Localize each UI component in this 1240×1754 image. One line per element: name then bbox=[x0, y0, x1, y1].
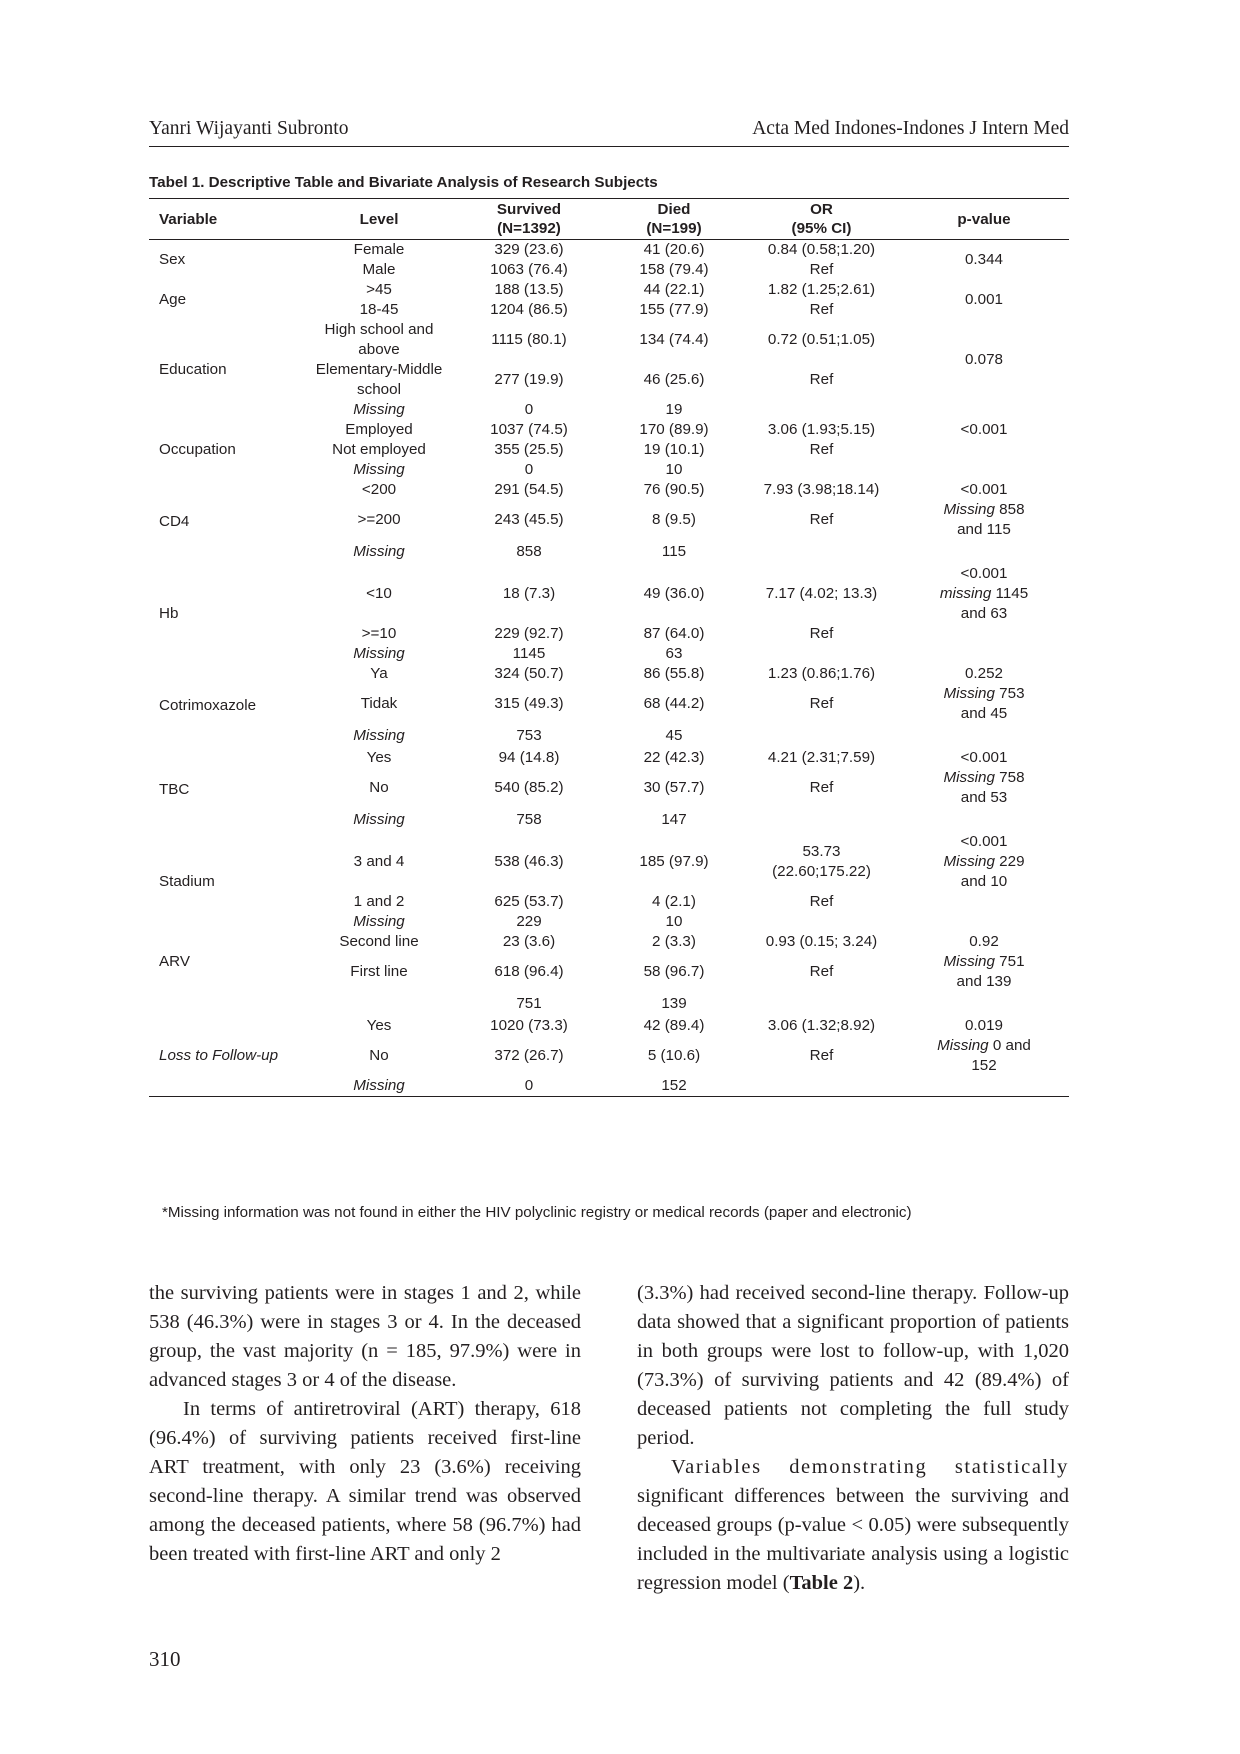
p-value-ltfu: 0.019 bbox=[964, 1017, 1003, 1034]
variable-age: Age bbox=[159, 291, 187, 308]
header-survived: Survived (N=1392) bbox=[496, 201, 562, 237]
running-head bbox=[149, 116, 1069, 147]
journal-name: Acta Med Indones-Indones J Intern Med bbox=[752, 118, 1069, 139]
table-row: Missing 1145 63 bbox=[353, 645, 683, 662]
paragraph: (3.3%) had received second-line therapy. Follow-up data showed that a significant proportion of patients in both groups were lost to follow-up, with 1,020 (73.3%) of surviving patients and 42 (89.4%) of deceased patients not completing the full study period. bbox=[637, 1282, 1069, 1449]
p-value-hb: <0.001 missing 1145 and 63 bbox=[939, 565, 1029, 622]
variable-tbc: TBC bbox=[159, 781, 190, 798]
p-value-sex: 0.344 bbox=[964, 251, 1003, 268]
table-row: Cotrimoxazole Ya 324 (50.7) 86 (55.8) 1.23 (0.86;1.76) 0.252 bbox=[149, 664, 1069, 684]
p-value-arv: 0.92 bbox=[969, 933, 999, 950]
table-row: Occupation Employed 1037 (74.5) 170 (89.9) 3.06 (1.93;5.15) <0.001 bbox=[149, 420, 1069, 440]
table-row: >=200 243 (45.5) 8 (9.5) Ref Missing 858 and 115 bbox=[357, 501, 1025, 538]
table-row: Stadium 3 and 4 538 (46.3) 185 (97.9) 53.73 (22.60;175.22) <0.001 Missing 229 and 10 bbox=[149, 832, 1069, 892]
table-caption: Tabel 1. Descriptive Table and Bivariate Analysis of Research Subjects bbox=[149, 174, 658, 191]
table-row: No 372 (26.7) 5 (10.6) Ref Missing 0 and 152 bbox=[369, 1037, 1031, 1074]
author-name: Yanri Wijayanti Subronto bbox=[149, 118, 349, 139]
table-row: Missing 0 152 bbox=[149, 1076, 1069, 1097]
header-level: Level bbox=[359, 210, 399, 228]
header-or: OR (95% CI) bbox=[791, 201, 852, 237]
table-row: >=10 229 (92.7) 87 (64.0) Ref bbox=[361, 625, 834, 642]
table-row: Missing 753 45 bbox=[353, 727, 683, 744]
p-value-education: 0.078 bbox=[964, 351, 1003, 368]
paragraph: the surviving patients were in stages 1 and 2, while 538 (46.3%) were in stages 3 or 4. In the deceased group, the vast majority (n = 185, 97.9%) were in advanced stages 3 or 4 of the disease. bbox=[149, 1282, 581, 1391]
table-row: Hb <10 18 (7.3) 49 (36.0) 7.17 (4.02; 13.3) <0.001 missing 1145 and 63 bbox=[149, 564, 1069, 624]
table-row: TBC Yes 94 (14.8) 22 (42.3) 4.21 (2.31;7.59) <0.001 bbox=[149, 748, 1069, 768]
table-row: CD4 <200 291 (54.5) 76 (90.5) 7.93 (3.98;18.14) <0.001 bbox=[149, 480, 1069, 500]
body-column-left bbox=[149, 1279, 581, 1569]
table-row: 18-45 1204 (86.5) 155 (77.9) Ref bbox=[359, 301, 834, 318]
variable-cd4: CD4 bbox=[159, 513, 190, 530]
table-row: Missing 758 147 bbox=[353, 811, 687, 828]
table-row: Age >45 188 (13.5) 44 (22.1) 1.82 (1.25;2.61) 0.001 bbox=[149, 280, 1069, 300]
variable-sex: Sex bbox=[159, 251, 186, 268]
table-row: Education High school and above 1115 (80.1) 134 (74.4) 0.72 (0.51;1.05) 0.078 bbox=[149, 320, 1069, 360]
table-row: Not employed 355 (25.5) 19 (10.1) Ref bbox=[332, 441, 834, 458]
variable-arv: ARV bbox=[159, 953, 190, 970]
table-row: 751 139 bbox=[516, 995, 687, 1012]
variable-loss-to-follow-up: Loss to Follow-up bbox=[159, 1047, 279, 1064]
table-row: Loss to Follow-up Yes 1020 (73.3) 42 (89.4) 3.06 (1.32;8.92) 0.019 bbox=[149, 1016, 1069, 1036]
header-variable: Variable bbox=[159, 210, 218, 228]
p-value-tbc: <0.001 bbox=[960, 749, 1008, 766]
body-column-right bbox=[637, 1279, 1069, 1598]
variable-stadium: Stadium bbox=[159, 873, 215, 890]
header-died: Died (N=199) bbox=[646, 201, 702, 237]
table-footnote: *Missing information was not found in either the HIV polyclinic registry or medical records (paper and electronic) bbox=[162, 1204, 912, 1221]
table-row: Missing 229 10 bbox=[353, 913, 683, 930]
p-value-cotrimoxazole: 0.252 bbox=[964, 665, 1003, 682]
table-row: Missing 858 115 bbox=[353, 543, 687, 560]
table-row: Sex Female 329 (23.6) 41 (20.6) 0.84 (0.58;1.20) 0.344 bbox=[149, 240, 1069, 261]
table-header-row bbox=[149, 199, 1069, 240]
table-row: Elementary-Middle school 277 (19.9) 46 (25.6) Ref bbox=[315, 361, 834, 398]
table-row: ARV Second line 23 (3.6) 2 (3.3) 0.93 (0.15; 3.24) 0.92 bbox=[149, 932, 1069, 952]
p-value-occupation: <0.001 bbox=[960, 421, 1008, 438]
variable-cotrimoxazole: Cotrimoxazole bbox=[159, 697, 257, 714]
variable-occupation: Occupation bbox=[159, 441, 236, 458]
header-p-value: p-value bbox=[957, 210, 1011, 228]
table-2-reference: Table 2 bbox=[789, 1572, 854, 1594]
table-row: No 540 (85.2) 30 (57.7) Ref Missing 758 and 53 bbox=[369, 769, 1025, 806]
paragraph: Variables demonstrating statistically significant differences between the surviving and deceased groups (p-value < 0.05) were subsequently included in the multivariate analysis using a logistic regression model (Table 2). bbox=[637, 1456, 1069, 1594]
paragraph: In terms of antiretroviral (ART) therapy, 618 (96.4%) of surviving patients received first-line ART treatment, with only 23 (3.6%) receiving second-line therapy. A similar trend was observed among the deceased patients, where 58 (96.7%) had been treated with first-line ART and only 2 bbox=[149, 1398, 581, 1565]
table-row: First line 618 (96.4) 58 (96.7) Ref Missing 751 and 139 bbox=[350, 953, 1025, 990]
variable-education: Education bbox=[159, 361, 227, 378]
table-row: 1 and 2 625 (53.7) 4 (2.1) Ref bbox=[353, 893, 834, 910]
p-value-stadium: <0.001 Missing 229 and 10 bbox=[943, 833, 1025, 890]
variable-hb: Hb bbox=[159, 605, 179, 622]
table-row: Missing 0 19 bbox=[353, 401, 683, 418]
table-row: Missing 0 10 bbox=[353, 461, 683, 478]
p-value-age: 0.001 bbox=[964, 291, 1003, 308]
page-number: 310 bbox=[149, 1647, 181, 1671]
table-row: Tidak 315 (49.3) 68 (44.2) Ref Missing 753 and 45 bbox=[360, 685, 1025, 722]
descriptive-table bbox=[149, 198, 1069, 1097]
p-value-cd4: <0.001 bbox=[960, 481, 1008, 498]
table-row: Male 1063 (76.4) 158 (79.4) Ref bbox=[362, 261, 834, 278]
